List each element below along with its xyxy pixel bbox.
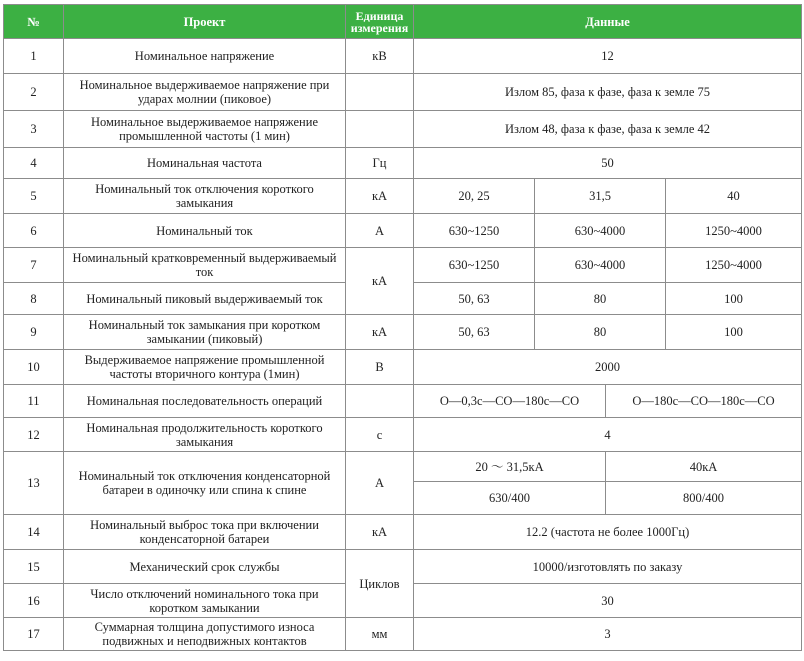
param-value: О—180с—СО—180с—СО [606,385,802,418]
param-unit: с [346,418,414,452]
param-unit: А [346,452,414,515]
row-num: 4 [4,148,64,179]
table-row [4,214,802,248]
row-num: 11 [4,385,64,418]
param-value: 80 [535,283,666,315]
row-num: 7 [4,248,64,283]
param-name: Номинальный ток отключения короткого замыкания [64,179,346,214]
param-name: Номинальный ток отключения конденсаторной батареи в одиночку или спина к спине [64,452,346,515]
param-value: 50 [414,148,802,179]
param-value: 630~4000 [535,248,666,283]
table-row [4,74,802,111]
param-value: 40 [666,179,802,214]
param-value: О—0,3с—СО—180с—СО [414,385,606,418]
param-name: Номинальный ток [64,214,346,248]
param-name: Номинальная частота [64,148,346,179]
param-value: 10000/изготовлять по заказу [414,550,802,584]
param-value: 80 [535,315,666,350]
param-name: Номинальный пиковый выдерживаемый ток [64,283,346,315]
row-num: 2 [4,74,64,111]
param-name: Выдерживаемое напряжение промышленной частоты вторичного контура (1мин) [64,350,346,385]
row-num: 12 [4,418,64,452]
table-row [4,179,802,214]
param-unit: кА [346,515,414,550]
param-unit: мм [346,618,414,651]
param-unit: Циклов [346,550,414,618]
param-name: Номинальная последовательность операций [64,385,346,418]
table-row [4,315,802,350]
param-value: 4 [414,418,802,452]
param-value: 630~1250 [414,214,535,248]
param-name: Номинальный кратковременный выдерживаемый ток [64,248,346,283]
param-value: 3 [414,618,802,651]
param-unit: В [346,350,414,385]
param-unit [346,385,414,418]
param-name: Номинальный ток замыкания при коротком замыкании (пиковый) [64,315,346,350]
table-row [4,515,802,550]
param-name: Номинальный выброс тока при включении конденсаторной батареи [64,515,346,550]
spec-table [3,4,802,651]
param-unit: кА [346,248,414,315]
table-row [4,148,802,179]
param-value: Излом 48, фаза к фазе, фаза к земле 42 [414,111,802,148]
param-value: Излом 85, фаза к фазе, фаза к земле 75 [414,74,802,111]
param-value: 20 ～ 31,5кА [414,452,606,482]
param-value: 100 [666,283,802,315]
row-num: 17 [4,618,64,651]
param-value: 800/400 [606,482,802,515]
header-unit: Единица измерения [346,5,414,39]
table-row [4,618,802,651]
row-num: 14 [4,515,64,550]
table-row [4,39,802,74]
param-value: 31,5 [535,179,666,214]
header-data: Данные [414,5,802,39]
param-unit: кА [346,179,414,214]
param-value: 630~1250 [414,248,535,283]
param-name: Номинальное выдерживаемое напряжение при ударах молнии (пиковое) [64,74,346,111]
table-row [4,452,802,482]
param-name: Номинальное выдерживаемое напряжение промышленной частоты (1 мин) [64,111,346,148]
row-num: 1 [4,39,64,74]
param-value: 100 [666,315,802,350]
param-name: Номинальная продолжительность короткого замыкания [64,418,346,452]
param-value: 630/400 [414,482,606,515]
table-row [4,111,802,148]
table-row [4,350,802,385]
table-row [4,248,802,283]
param-value: 12.2 (частота не более 1000Гц) [414,515,802,550]
header-project: Проект [64,5,346,39]
row-num: 8 [4,283,64,315]
param-value: 20, 25 [414,179,535,214]
row-num: 10 [4,350,64,385]
row-num: 15 [4,550,64,584]
param-value: 630~4000 [535,214,666,248]
table-row [4,418,802,452]
param-value: 50, 63 [414,315,535,350]
param-name: Механический срок службы [64,550,346,584]
row-num: 3 [4,111,64,148]
row-num: 16 [4,584,64,618]
table-row [4,385,802,418]
row-num: 6 [4,214,64,248]
param-value: 40кА [606,452,802,482]
row-num: 13 [4,452,64,515]
param-unit: А [346,214,414,248]
param-value: 1250~4000 [666,248,802,283]
param-value: 2000 [414,350,802,385]
param-name: Суммарная толщина допустимого износа подвижных и неподвижных контактов [64,618,346,651]
param-unit [346,74,414,111]
header-row [4,5,802,39]
param-unit: кА [346,315,414,350]
table-row [4,550,802,584]
param-value: 1250~4000 [666,214,802,248]
param-unit [346,111,414,148]
param-value: 12 [414,39,802,74]
param-name: Номинальное напряжение [64,39,346,74]
param-value: 30 [414,584,802,618]
param-value: 50, 63 [414,283,535,315]
row-num: 5 [4,179,64,214]
param-name: Число отключений номинального тока при коротком замыкании [64,584,346,618]
header-num: № [4,5,64,39]
param-unit: Гц [346,148,414,179]
row-num: 9 [4,315,64,350]
param-unit: кВ [346,39,414,74]
